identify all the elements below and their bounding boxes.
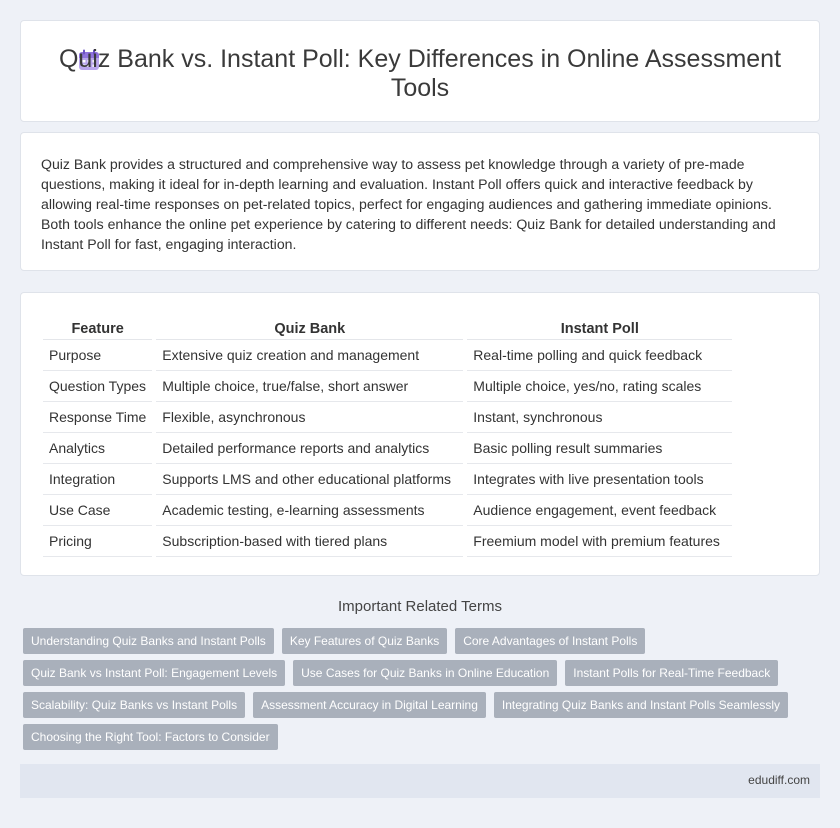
cell-instant-poll: Integrates with live presentation tools [467,464,732,495]
table-row [43,526,732,557]
related-term-tag[interactable]: Scalability: Quiz Banks vs Instant Polls [23,692,245,718]
cell-instant-poll: Freemium model with premium features [467,526,732,557]
cell-feature: Integration [43,464,152,495]
intro-paragraph: Quiz Bank provides a structured and comprehensive way to assess pet knowledge through a variety of pre-made questions, making it ideal for in-depth learning and evaluation. Instant Poll offers quick and interactive feedback by allowing real-time responses on pet-related topics, perfect for engaging audiences and gathering immediate opinions. Both tools enhance the online pet experience by catering to different needs: Quiz Bank for detailed understanding and Instant Poll for fast, engaging interaction. [41,156,776,252]
title-card [20,20,820,122]
page-title: Quiz Bank vs. Instant Poll: Key Differences in Online Assessment Tools [58,45,782,102]
cell-quiz-bank: Extensive quiz creation and management [156,340,463,371]
related-term-tag[interactable]: Understanding Quiz Banks and Instant Polls [23,628,274,654]
cell-instant-poll: Instant, synchronous [467,402,732,433]
table-row [43,340,732,371]
table-row [43,371,732,402]
table-row [43,433,732,464]
table-header-row [43,314,732,340]
cell-feature: Question Types [43,371,152,402]
intro-card [20,132,820,271]
cell-feature: Response Time [43,402,152,433]
related-term-tag[interactable]: Quiz Bank vs Instant Poll: Engagement Levels [23,660,285,686]
cell-instant-poll: Audience engagement, event feedback [467,495,732,526]
cell-instant-poll: Multiple choice, yes/no, rating scales [467,371,732,402]
cell-instant-poll: Basic polling result summaries [467,433,732,464]
cell-quiz-bank: Supports LMS and other educational platforms [156,464,463,495]
related-term-tag[interactable]: Core Advantages of Instant Polls [455,628,645,654]
cell-quiz-bank: Detailed performance reports and analytics [156,433,463,464]
header-feature: Feature [43,314,152,340]
cell-instant-poll: Real-time polling and quick feedback [467,340,732,371]
cell-quiz-bank: Multiple choice, true/false, short answer [156,371,463,402]
related-term-tag[interactable]: Instant Polls for Real-Time Feedback [565,660,778,686]
cell-quiz-bank: Flexible, asynchronous [156,402,463,433]
related-term-tag[interactable]: Use Cases for Quiz Banks in Online Education [293,660,557,686]
site-name[interactable]: edudiff.com [748,773,810,787]
footer [20,764,820,798]
related-terms-title: Important Related Terms [338,598,502,615]
related-term-tag[interactable]: Choosing the Right Tool: Factors to Consider [23,724,278,750]
related-terms-list [23,628,813,756]
comparison-table-card [20,292,820,576]
header-quiz-bank: Quiz Bank [156,314,463,340]
cell-quiz-bank: Academic testing, e-learning assessments [156,495,463,526]
table-row [43,464,732,495]
table-row [43,402,732,433]
cell-feature: Purpose [43,340,152,371]
related-term-tag[interactable]: Assessment Accuracy in Digital Learning [253,692,486,718]
cell-quiz-bank: Subscription-based with tiered plans [156,526,463,557]
comparison-table [43,314,732,557]
cell-feature: Use Case [43,495,152,526]
cell-feature: Pricing [43,526,152,557]
header-instant-poll: Instant Poll [467,314,732,340]
related-term-tag[interactable]: Integrating Quiz Banks and Instant Polls Seamlessly [494,692,788,718]
related-term-tag[interactable]: Key Features of Quiz Banks [282,628,447,654]
cell-feature: Analytics [43,433,152,464]
table-row [43,495,732,526]
